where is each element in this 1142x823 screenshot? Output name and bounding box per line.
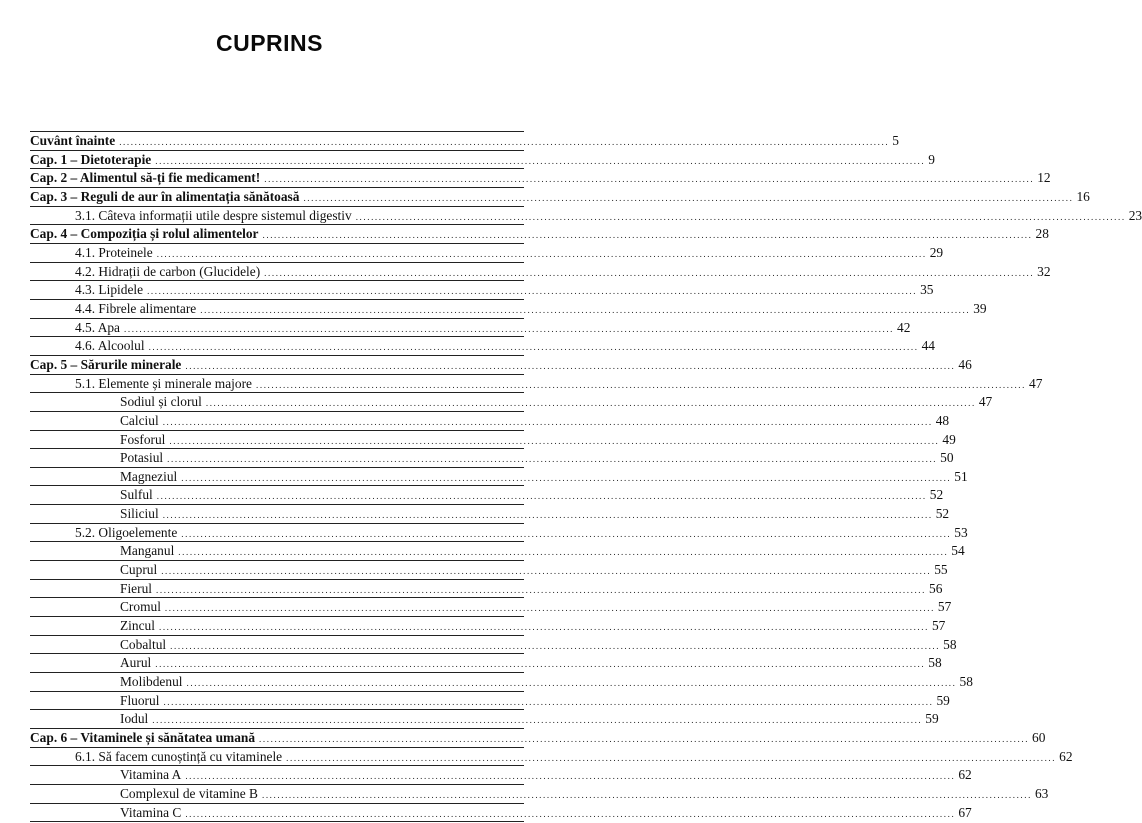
toc-page-number: 9: [928, 151, 935, 167]
dot-leader: ........................................................................................................................................................................................................: [162, 510, 933, 521]
toc-subsection-row: [30, 804, 972, 823]
toc-subsection-row: [30, 580, 943, 599]
toc-page-number: 62: [958, 767, 972, 783]
toc-chapter-row: [30, 169, 1051, 188]
dot-leader: ........................................................................................................................................................................................................: [262, 230, 1033, 241]
toc-subsection-row: [30, 785, 1049, 804]
dot-leader: ........................................................................................................................................................................................................: [256, 379, 1026, 390]
dot-leader: ........................................................................................................................................................................................................: [303, 192, 1074, 203]
toc-section-row: [30, 337, 935, 356]
toc-subsection-row: [30, 505, 950, 524]
dot-leader: ........................................................................................................................................................................................................: [178, 547, 949, 558]
toc-entry-label: Cap. 5 – Sărurile minerale: [30, 356, 182, 372]
toc-section-row: [30, 207, 1142, 226]
toc-entry-label: Iodul: [120, 711, 149, 727]
dot-leader: ........................................................................................................................................................................................................: [185, 771, 956, 782]
toc-page-number: 63: [1034, 785, 1049, 801]
toc-entry-label: Fluorul: [120, 692, 160, 708]
toc-entry-label: Complexul de vitamine B: [120, 785, 258, 801]
toc-entry-label: Cap. 2 – Alimentul să-ți fie medicament!: [30, 170, 261, 186]
dot-leader: ........................................................................................................................................................................................................: [261, 789, 1032, 800]
dot-leader: ........................................................................................................................................................................................................: [156, 584, 926, 595]
toc-entry-label: Fierul: [120, 580, 152, 596]
toc-chapter-row: [30, 729, 1046, 748]
dot-leader: ........................................................................................................................................................................................................: [167, 454, 938, 465]
page-title: CUPRINS: [215, 30, 323, 56]
dot-leader: ........................................................................................................................................................................................................: [147, 286, 918, 297]
toc-entry-label: Cuvânt înainte: [30, 133, 116, 148]
toc-chapter-row: [30, 151, 935, 170]
dot-leader: ........................................................................................................................................................................................................: [162, 416, 933, 427]
toc-page-number: 5: [892, 133, 899, 148]
toc-page-number: 67: [958, 804, 972, 820]
toc-entry-label: 4.1. Proteinele: [75, 244, 153, 260]
toc-page-number: 47: [978, 394, 993, 410]
toc-subsection-row: [30, 692, 950, 711]
toc-entry-label: Fosforul: [120, 431, 166, 447]
toc-page-number: 58: [943, 636, 957, 652]
toc-chapter-row: [30, 356, 972, 375]
dot-leader: ........................................................................................................................................................................................................: [264, 267, 1035, 278]
dot-leader: ........................................................................................................................................................................................................: [286, 752, 1057, 763]
dot-leader: ........................................................................................................................................................................................................: [181, 528, 952, 539]
dot-leader: ........................................................................................................................................................................................................: [163, 696, 934, 707]
toc-entry-label: 3.1. Câteva informații utile despre sistemul digestiv: [75, 207, 352, 223]
toc-subsection-row: [30, 673, 973, 692]
toc-subsection-row: [30, 412, 950, 431]
toc-page-number: 44: [921, 338, 935, 354]
dot-leader: ........................................................................................................................................................................................................: [155, 155, 926, 166]
toc-entry-label: Cap. 4 – Compoziția și rolul alimentelor: [30, 226, 259, 242]
toc-entry-label: Zincul: [120, 618, 155, 634]
dot-leader: ........................................................................................................................................................................................................: [152, 715, 923, 726]
toc-page-number: 55: [934, 562, 948, 578]
toc-page-number: 52: [935, 506, 950, 522]
toc-entry-label: Vitamina C: [120, 804, 182, 820]
toc-subsection-row: [30, 766, 972, 785]
toc-entry-label: Sodiul și clorul: [120, 394, 202, 410]
toc-entry-label: Calciul: [120, 412, 159, 428]
toc-page-number: 12: [1037, 170, 1051, 186]
toc-entry-label: 4.6. Alcoolul: [75, 338, 145, 354]
dot-leader: ........................................................................................................................................................................................................: [181, 472, 952, 483]
toc-subsection-row: [30, 654, 942, 673]
toc-entry-label: Cobaltul: [120, 636, 167, 652]
toc-entry-label: Cap. 3 – Reguli de aur în alimentația sănătoasă: [30, 188, 300, 204]
dot-leader: ........................................................................................................................................................................................................: [158, 622, 929, 633]
dot-leader: ........................................................................................................................................................................................................: [156, 248, 927, 259]
toc-section-row: [30, 319, 911, 338]
toc-page-number: 32: [1037, 263, 1051, 279]
toc-entry-label: Vitamina A: [120, 767, 182, 783]
toc-subsection-row: [30, 636, 957, 655]
toc-section-row: [30, 263, 1051, 282]
toc-entry-label: Molibdenul: [120, 674, 183, 690]
toc-page-number: 56: [929, 580, 943, 596]
toc-page-number: 60: [1032, 730, 1046, 745]
dot-leader: ........................................................................................................................................................................................................: [185, 808, 956, 819]
toc-section-row: [30, 375, 1043, 394]
toc-entry-label: Manganul: [120, 543, 175, 559]
toc-entry-label: 4.4. Fibrele alimentare: [75, 300, 197, 316]
toc-entry-label: Cap. 1 – Dietoterapie: [30, 151, 152, 167]
toc-page-number: 16: [1076, 188, 1090, 204]
dot-leader: ........................................................................................................................................................................................................: [169, 435, 940, 446]
dot-leader: ........................................................................................................................................................................................................: [170, 640, 941, 651]
toc-page-number: 47: [1029, 375, 1043, 391]
toc-section-row: [30, 281, 934, 300]
toc-chapter-row: [30, 188, 1090, 207]
toc-page-number: 48: [935, 412, 950, 428]
toc-entry-label: 4.3. Lipidele: [75, 282, 144, 298]
toc-page-number: 49: [942, 431, 956, 447]
toc-page-number: 52: [929, 487, 944, 503]
toc-page-number: 39: [973, 300, 987, 316]
dot-leader: ........................................................................................................................................................................................................: [185, 360, 956, 371]
toc-subsection-row: [30, 561, 948, 580]
toc-chapter-row: [30, 132, 899, 151]
toc-subsection-row: [30, 393, 993, 412]
toc-entry-label: Siliciul: [120, 506, 159, 522]
toc-entry-label: Cuprul: [120, 562, 158, 578]
toc-entry-label: Potasiul: [120, 450, 164, 466]
toc-page-number: 51: [954, 468, 968, 484]
toc-subsection-row: [30, 598, 952, 617]
toc-section-row: [30, 748, 1073, 767]
toc-entry-label: 5.1. Elemente și minerale majore: [75, 375, 252, 391]
toc-entry-label: 6.1. Să facem cunoștință cu vitaminele: [75, 748, 283, 764]
dot-leader: ........................................................................................................................................................................................................: [264, 174, 1035, 185]
toc-subsection-row: [30, 468, 968, 487]
toc-page-number: 54: [951, 543, 965, 559]
dot-leader: ........................................................................................................................................................................................................: [186, 678, 957, 689]
toc-page-number: 57: [931, 618, 946, 634]
dot-leader: ........................................................................................................................................................................................................: [355, 211, 1126, 222]
toc-section-row: [30, 300, 987, 319]
toc-chapter-row: [30, 225, 1049, 244]
toc-page-number: 35: [920, 282, 934, 298]
dot-leader: ........................................................................................................................................................................................................: [164, 603, 935, 614]
toc-entry-label: Aurul: [120, 655, 152, 671]
toc-page-number: 50: [940, 450, 954, 466]
toc-entry-label: 4.2. Hidrații de carbon (Glucidele): [75, 263, 261, 279]
dot-leader: ........................................................................................................................................................................................................: [124, 323, 895, 334]
dot-leader: ........................................................................................................................................................................................................: [161, 566, 932, 577]
toc-subsection-row: [30, 431, 956, 450]
toc-entry-label: Cap. 6 – Vitaminele și sănătatea umană: [30, 730, 256, 745]
toc-page-number: 23: [1128, 207, 1142, 223]
dot-leader: ........................................................................................................................................................................................................: [148, 342, 919, 353]
toc-page-number: 29: [929, 244, 944, 260]
toc-entry-label: Cromul: [120, 599, 161, 615]
toc-entry-label: Magneziul: [120, 468, 178, 484]
toc-page-number: 57: [937, 599, 952, 615]
toc-page-number: 46: [958, 356, 972, 372]
toc-subsection-row: [30, 617, 946, 636]
toc-section-row: [30, 524, 968, 543]
toc-page-number: 28: [1035, 226, 1049, 242]
dot-leader: ........................................................................................................................................................................................................: [205, 398, 976, 409]
toc-entry-label: Sulful: [120, 487, 153, 503]
toc-subsection-row: [30, 486, 944, 505]
toc-subsection-row: [30, 542, 965, 561]
toc-section-row: [30, 244, 944, 263]
toc-entry-label: 5.2. Oligoelemente: [75, 524, 178, 540]
dot-leader: ........................................................................................................................................................................................................: [155, 659, 926, 670]
toc-entry-label: 4.5. Apa: [75, 319, 121, 335]
dot-leader: ........................................................................................................................................................................................................: [119, 137, 890, 147]
toc-page-number: 62: [1059, 748, 1073, 764]
toc-page-number: 58: [959, 674, 973, 690]
toc-page-number: 42: [897, 319, 911, 335]
dot-leader: ........................................................................................................................................................................................................: [259, 734, 1030, 744]
table-of-contents: [30, 131, 1142, 822]
toc-subsection-row: [30, 449, 954, 468]
toc-page-number: 59: [925, 711, 939, 727]
toc-page-number: 58: [928, 655, 942, 671]
toc-page-number: 53: [954, 524, 968, 540]
dot-leader: ........................................................................................................................................................................................................: [156, 491, 927, 502]
toc-subsection-row: [30, 710, 939, 729]
dot-leader: ........................................................................................................................................................................................................: [200, 304, 971, 315]
toc-page-number: 59: [936, 692, 950, 708]
